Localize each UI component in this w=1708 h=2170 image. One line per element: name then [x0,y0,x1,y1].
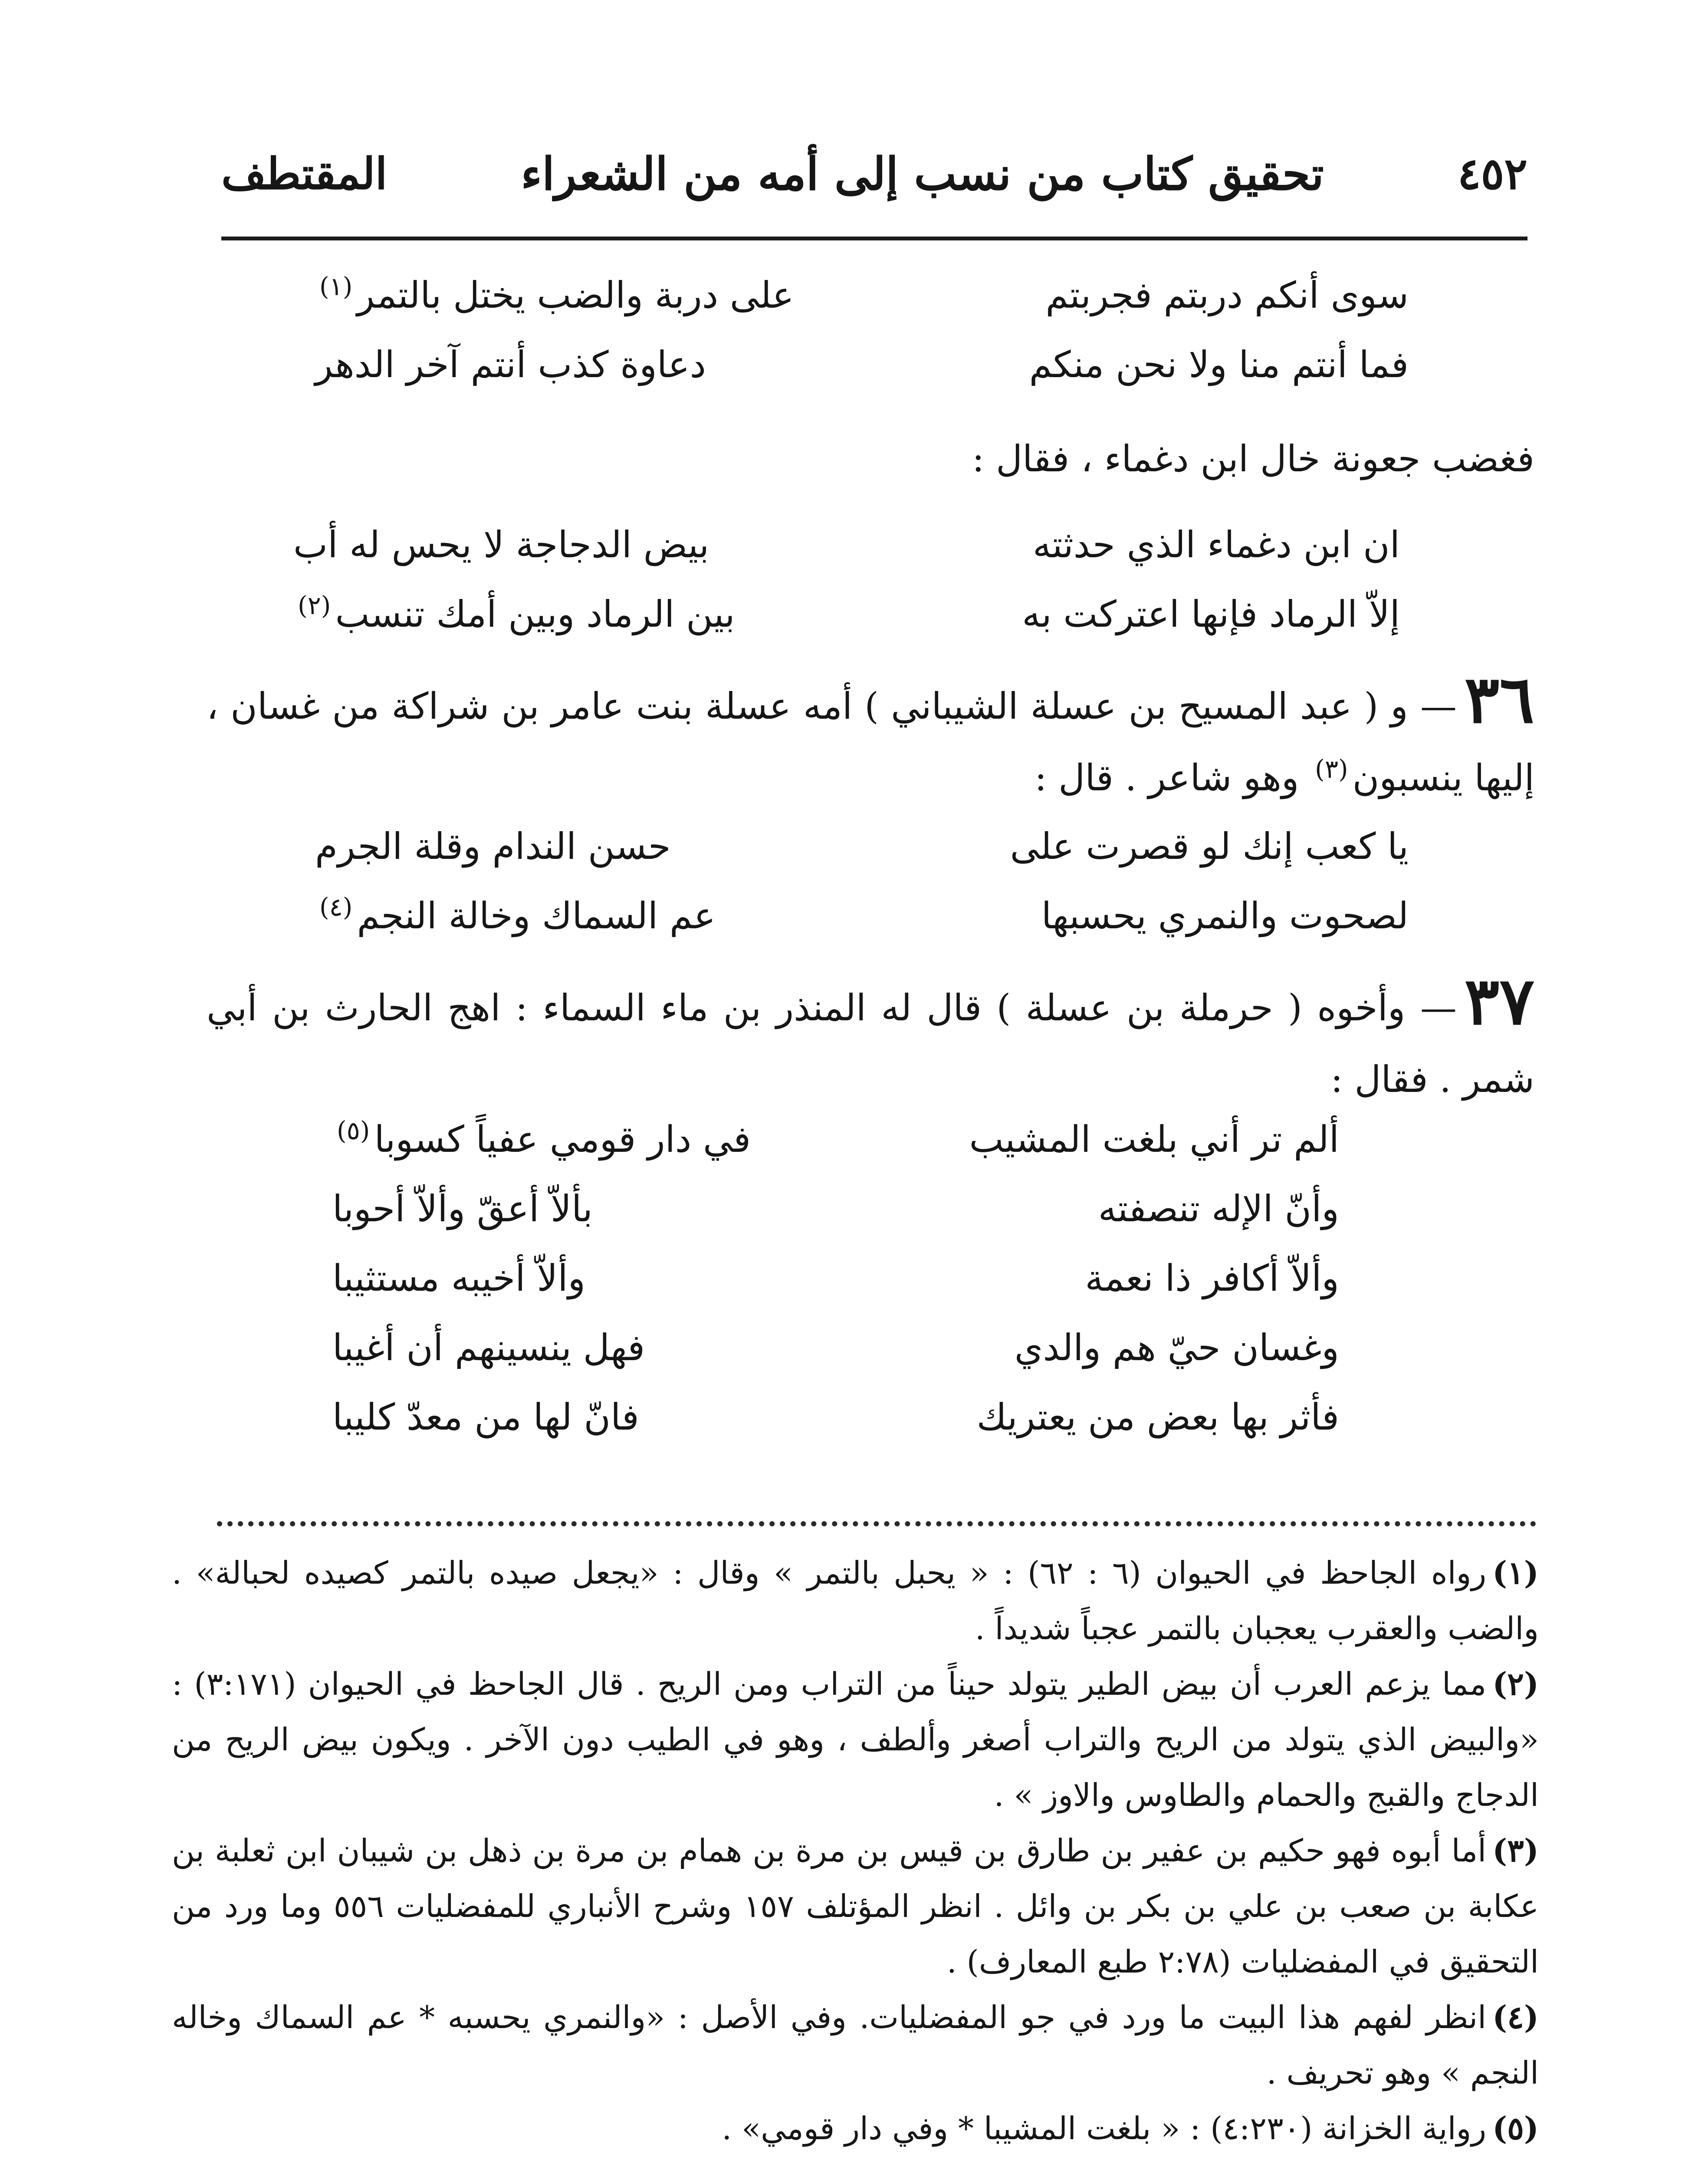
running-title: تحقيق كتاب من نسب إلى أمه من الشعراء [521,147,1324,201]
verse-second-hemistich: حسن الندام وقلة الجرم [315,825,671,868]
verse-group-1 [315,260,1409,399]
verse-line [315,812,1409,881]
footnote [172,1989,1539,2101]
verse-first-hemistich: فما أنتم منا ولا نحن منكم [1029,343,1409,386]
footnote-number: (١) [1492,1554,1539,1591]
entry-37-paragraph [207,963,1534,1115]
verse-second-hemistich: وألاّ أخيبه مستثيبا [332,1257,586,1299]
footnote-number: (٤) [1492,1999,1539,2035]
verse-second-hemistich: دعاوة كذب أنتم آخر الدهر [315,343,706,386]
prose-line: فغضب جعونة خال ابن دغماء ، فقال : [972,437,1534,480]
verse-line [332,1105,1339,1174]
footnote-text: انظر لفهم هذا البيت ما ورد في جو المفضليات. وفي الأصل : «والنمري يحسبه * عم السماك وخاله النجم » وهو تحريف . [172,1999,1539,2091]
verse-line [293,579,1400,649]
footnote-ref: (٤) [319,892,353,922]
verse-line [315,330,1409,399]
footnote-text: رواية الخزانة (٤:٢٣٠) : « بلغت المشيبا * وفي دار قومي» . [722,2110,1487,2147]
entry-text: — وأخوه ( حرملة بن عسلة ) قال له المنذر بن ماء السماء : اهج الحارث بن أبي شمر . فقال : [207,986,1534,1101]
footnote-ref: (٥) [337,1116,370,1145]
verse-group-2 [293,510,1400,649]
verse-line [315,260,1409,330]
footnote-number: (٣) [1492,1832,1539,1869]
journal-name: المقتطف [221,148,388,199]
footnote-separator [217,1521,1536,1526]
footnote-text: رواه الجاحظ في الحيوان (٦ : ٦٢) : « يحبل بالتمر » وقال : «يجعل صيده بالتمر كصيده لحبالة» . والضب والعقرب يعجبان بالتمر عجباً شديداً . [172,1555,1539,1647]
footnote [172,1545,1539,1656]
footnote-ref: (٢) [298,591,331,620]
verse-first-hemistich: وأنّ الإله تنصفته [1098,1187,1339,1230]
footnote-ref: (٣) [1315,754,1348,784]
verse-second-hemistich [315,881,716,950]
page-header [221,130,1527,217]
verse-line [332,1174,1339,1243]
entry-text: — و ( عبد المسيح بن عسلة الشيباني ) أمه عسلة بنت عامر بن شراكة من غسان ، إليها ينسبون [207,685,1534,799]
footnote [172,1823,1539,1989]
entry-text: وهو شاعر . قال : [1035,756,1299,799]
verse-first-hemistich: لصحوت والنمري يحسبها [1041,894,1409,937]
verse-first-hemistich: إلاّ الرماد فإنها اعتركت به [1022,593,1400,635]
verse-text: على دربة والضب يختل بالتمر [357,274,794,316]
verse-line [332,1313,1339,1382]
verse-line [293,510,1400,579]
verse-second-hemistich: بألاّ أعقّ وألاّ أحوبا [332,1187,593,1230]
verse-first-hemistich: وألاّ أكافر ذا نعمة [1085,1257,1339,1299]
verse-line [332,1243,1339,1313]
verse-second-hemistich [315,260,794,330]
footnote-number: (٢) [1492,1665,1539,1702]
entry-number: ٣٧ [1464,963,1534,1039]
verse-line [315,881,1409,950]
verse-first-hemistich: ان ابن دغماء الذي حدثته [1032,523,1400,566]
entry-36-paragraph [207,661,1534,814]
header-rule [221,237,1527,240]
footnote [172,1656,1539,1823]
page-number: ٤٥٢ [1457,148,1527,199]
verse-group-4 [332,1105,1339,1452]
verse-group-3 [315,812,1409,950]
footnote-number: (٥) [1492,2110,1539,2147]
footnote [172,2101,1539,2156]
verse-line [332,1382,1339,1452]
verse-first-hemistich: فأثر بها بعض من يعتريك [976,1396,1339,1438]
verse-first-hemistich: وغسان حيّ هم والدي [1014,1326,1339,1369]
footnote-text: مما يزعم العرب أن بيض الطير يتولد حيناً من التراب ومن الريح . قال الجاحظ في الحيوان (٣:١٧١) : «والبيض الذي يتولد من الريح والتراب أصغر وألطف ، وهو في الطيب دون الآخر . ويكون بيض الريح من الدجاج والقبج والحمام والطاوس والاوز » . [172,1666,1539,1813]
verse-second-hemistich: بيض الدجاجة لا يحس له أب [293,523,709,566]
verse-second-hemistich: فهل ينسينهم أن أغيبا [332,1326,645,1369]
verse-second-hemistich [332,1105,751,1174]
verse-second-hemistich [293,579,735,649]
footnote-ref: (١) [319,272,353,301]
verse-text: عم السماك وخالة النجم [357,894,716,937]
footnote-text: أما أبوه فهو حكيم بن عفير بن طارق بن قيس بن مرة بن همام بن مرة بن ذهل بن شيبان ابن ثعلبة بن عكابة بن صعب بن علي بن بكر بن وائل . انظر المؤتلف ١٥٧ وشرح الأنباري للمفضليات ٥٥٦ وما ورد من التحقيق في المفضليات (٢:٧٨ طبع المعارف) . [172,1832,1539,1980]
verse-first-hemistich: ألم تر أني بلغت المشيب [969,1118,1339,1161]
verse-text: في دار قومي عفياً كسوبا [374,1118,751,1161]
verse-second-hemistich: فانّ لها من معدّ كليبا [332,1396,639,1438]
entry-number: ٣٦ [1464,661,1534,738]
footnotes [172,1545,1539,2156]
verse-text: بين الرماد وبين أمك تنسب [335,593,735,635]
verse-first-hemistich: سوى أنكم دربتم فجربتم [1045,274,1409,316]
verse-first-hemistich: يا كعب إنك لو قصرت على [1010,825,1409,868]
